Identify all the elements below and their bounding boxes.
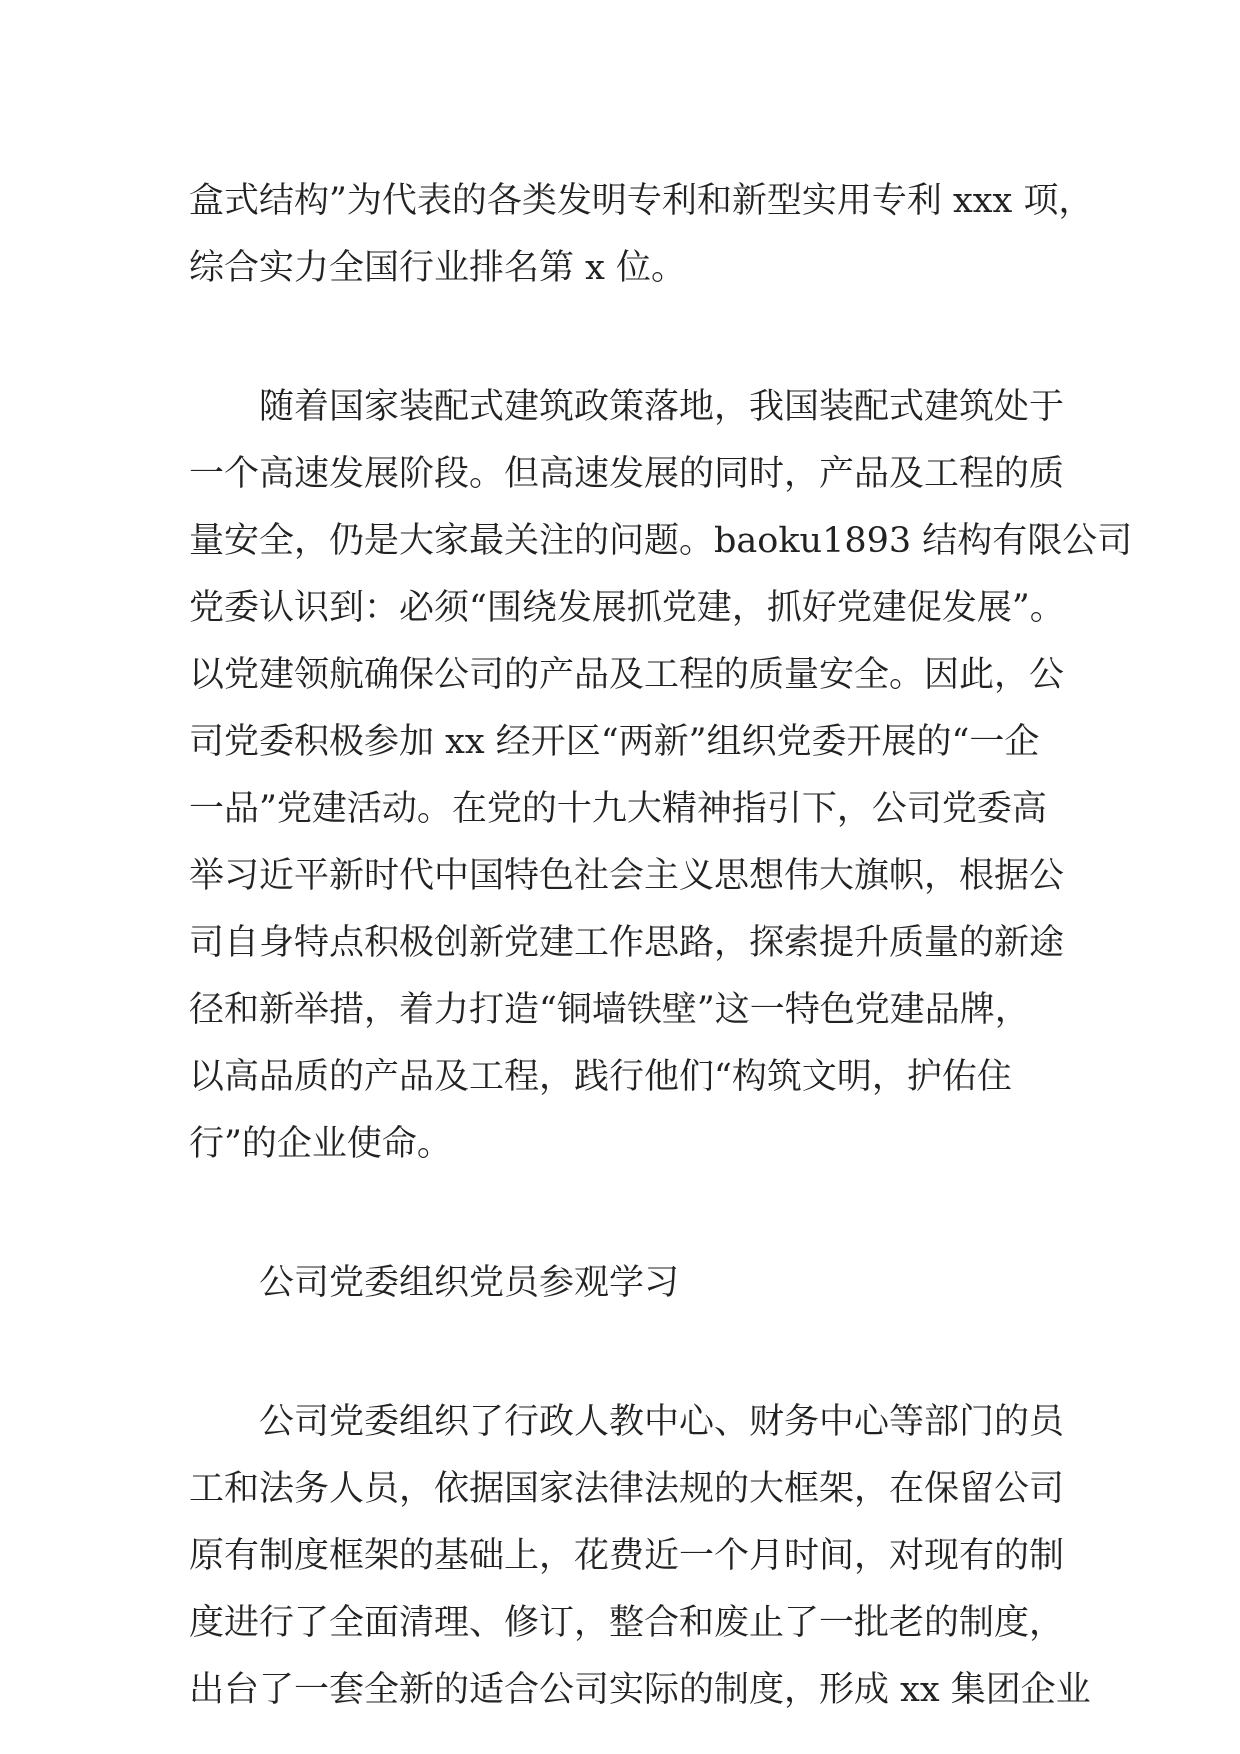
text-line: 工和法务人员，依据国家法律法规的大框架，在保留公司 xyxy=(189,1469,1065,1509)
text-line: 行”的企业使命。 xyxy=(189,1124,452,1164)
paragraph-prefab-building xyxy=(189,374,1133,1178)
text-line: 原有制度框架的基础上，花费近一个月时间，对现有的制 xyxy=(189,1536,1065,1576)
document-body xyxy=(189,168,1133,1724)
text-line: 量安全，仍是大家最关注的问题。baoku1893 结构有限公司 xyxy=(189,521,1133,561)
paragraph-gap xyxy=(189,302,1059,374)
text-line: 一个高速发展阶段。但高速发展的同时，产品及工程的质 xyxy=(189,454,1065,494)
text-line: 以党建领航确保公司的产品及工程的质量安全。因此，公 xyxy=(189,655,1065,695)
text-line: 司党委积极参加 xx 经开区“两新”组织党委开展的“一企 xyxy=(189,722,1040,762)
paragraph-regulations xyxy=(189,1389,1091,1724)
text-line: 公司党委组织了行政人教中心、财务中心等部门的员 xyxy=(259,1402,1065,1442)
text-line: 一品”党建活动。在党的十九大精神指引下，公司党委高 xyxy=(189,789,1047,829)
text-line: 度进行了全面清理、修订，整合和废止了一批老的制度， xyxy=(189,1603,1065,1643)
paragraph-gap xyxy=(189,1317,1059,1389)
text-line: 径和新举措，着力打造“铜墙铁壁”这一特色党建品牌， xyxy=(189,990,1030,1030)
section-heading-visit-study xyxy=(189,1250,1059,1317)
paragraph-gap xyxy=(189,1178,1059,1250)
text-line: 出台了一套全新的适合公司实际的制度，形成 xx 集团企业 xyxy=(189,1670,1091,1710)
text-line: 司自身特点积极创新党建工作思路，探索提升质量的新途 xyxy=(189,923,1065,963)
text-line: 党委认识到：必须“围绕发展抓党建，抓好党建促发展”。 xyxy=(189,588,1065,628)
text-line: 举习近平新时代中国特色社会主义思想伟大旗帜，根据公 xyxy=(189,856,1065,896)
text-line: 随着国家装配式建筑政策落地，我国装配式建筑处于 xyxy=(259,387,1065,427)
text-line: 盒式结构”为代表的各类发明专利和新型实用专利 xxx 项， xyxy=(189,181,1094,221)
heading-line: 公司党委组织党员参观学习 xyxy=(259,1263,680,1303)
text-line: 以高品质的产品及工程，践行他们“构筑文明，护佑住 xyxy=(189,1057,1012,1097)
paragraph-patents xyxy=(189,168,1094,302)
text-line: 综合实力全国行业排名第 x 位。 xyxy=(189,248,686,288)
